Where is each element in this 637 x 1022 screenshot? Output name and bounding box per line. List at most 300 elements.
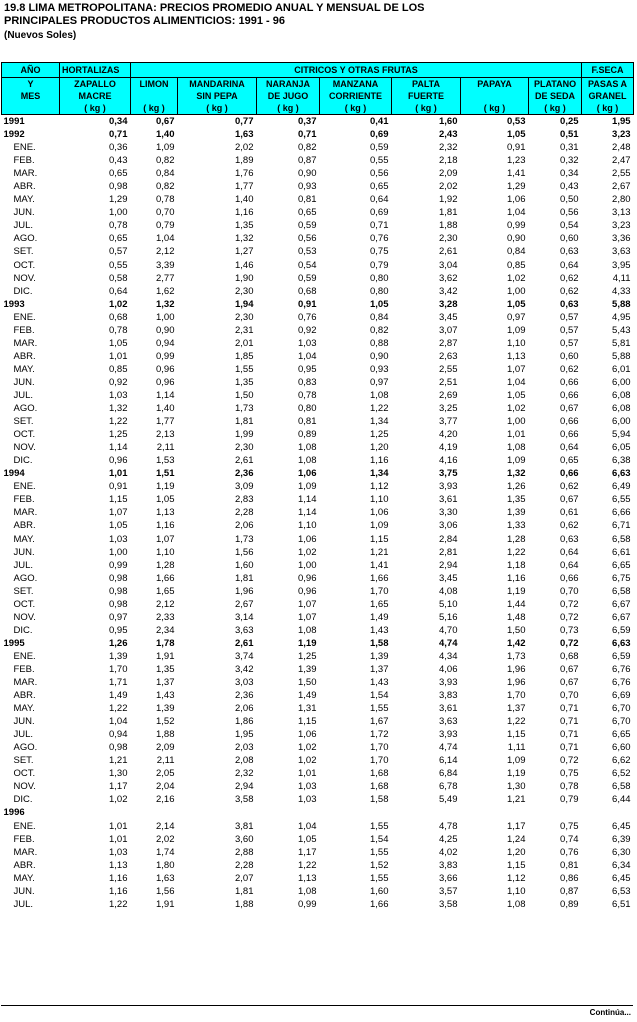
price-cell: 6,61 (612, 546, 631, 558)
month-row (2, 780, 634, 793)
row-label: DIC. (13, 794, 33, 806)
price-cell: 1,01 (298, 768, 317, 780)
price-cell: 1,54 (370, 690, 389, 702)
price-cell: 1,33 (507, 520, 526, 532)
price-cell: 1,12 (507, 872, 526, 884)
row-label: FEB. (13, 663, 35, 675)
price-cell: 6,59 (612, 650, 631, 662)
price-cell (178, 806, 257, 819)
price-cell: 1,66 (370, 898, 389, 910)
price-cell: 6,75 (612, 572, 631, 584)
row-label: JUN. (13, 546, 35, 558)
price-cell: 4,16 (439, 455, 458, 467)
price-cell: 0,71 (560, 742, 579, 754)
price-cell: 0,63 (560, 246, 579, 258)
price-cell: 1,04 (298, 820, 317, 832)
price-cell: 0,96 (298, 585, 317, 597)
month-row (2, 663, 634, 676)
column-header-line2 (131, 90, 178, 102)
price-cell: 2,28 (235, 507, 254, 519)
price-cell: 1,35 (235, 220, 254, 232)
month-row (2, 441, 634, 454)
price-cell: 2,87 (439, 337, 458, 349)
price-cell: 1,17 (298, 846, 317, 858)
price-cell: 0,79 (560, 794, 579, 806)
price-cell: 1,10 (507, 885, 526, 897)
price-cell: 2,02 (235, 142, 254, 154)
price-cell: 2,32 (235, 768, 254, 780)
price-cell: 1,09 (507, 324, 526, 336)
price-cell: 0,91 (507, 142, 526, 154)
price-cell: 2,67 (612, 181, 631, 193)
price-cell: 2,61 (235, 637, 254, 649)
price-cell: 2,36 (235, 690, 254, 702)
price-cell: 0,70 (156, 207, 175, 219)
price-cell: 1,95 (612, 116, 631, 127)
row-label: OCT. (13, 429, 36, 441)
price-cell: 2,94 (439, 559, 458, 571)
column-header-line2: CORRIENTE (320, 90, 392, 102)
price-cell: 1,04 (109, 716, 128, 728)
price-cell: 1,05 (507, 129, 526, 141)
price-cell: 1,26 (109, 637, 128, 649)
price-cell: 1,13 (156, 507, 175, 519)
price-cell: 0,90 (156, 324, 175, 336)
price-cell: 0,79 (370, 259, 389, 271)
price-cell: 1,06 (370, 507, 389, 519)
price-cell: 0,95 (109, 624, 128, 636)
price-cell: 1,81 (235, 416, 254, 428)
row-label: JUL. (13, 898, 34, 910)
price-cell: 0,63 (560, 533, 579, 545)
price-cell: 1,72 (370, 729, 389, 741)
price-cell: 1,51 (156, 468, 175, 480)
price-cell: 2,12 (156, 598, 175, 610)
price-cell: 1,17 (109, 781, 128, 793)
price-cell: 1,13 (109, 859, 128, 871)
price-cell: 6,63 (612, 468, 631, 480)
price-cell: 0,90 (370, 350, 389, 362)
price-cell: 0,53 (507, 116, 526, 127)
price-cell: 4,74 (439, 637, 458, 649)
price-cell: 0,90 (298, 168, 317, 180)
price-cell: 3,03 (235, 677, 254, 689)
price-cell: 6,51 (612, 898, 631, 910)
price-cell: 1,55 (370, 846, 389, 858)
price-cell: 1,22 (507, 716, 526, 728)
price-cell: 1,07 (298, 598, 317, 610)
row-label: DIC. (13, 624, 33, 636)
price-cell: 1,03 (109, 846, 128, 858)
price-cell: 0,77 (235, 116, 254, 127)
month-row (2, 572, 634, 585)
price-cell: 0,82 (156, 181, 175, 193)
price-cell: 0,67 (560, 663, 579, 675)
price-cell: 1,91 (156, 898, 175, 910)
price-cell: 1,52 (370, 859, 389, 871)
price-cell: 0,66 (560, 572, 579, 584)
table-body (2, 115, 634, 911)
price-cell: 5,94 (612, 429, 631, 441)
price-cell: 2,12 (156, 246, 175, 258)
price-cell: 1,04 (507, 207, 526, 219)
price-cell: 0,55 (370, 155, 389, 167)
price-cell: 2,83 (235, 494, 254, 506)
price-cell: 3,66 (439, 872, 458, 884)
price-cell: 1,16 (156, 520, 175, 532)
price-cell: 1,05 (298, 833, 317, 845)
price-cell: 0,84 (507, 246, 526, 258)
row-label: MAR. (13, 337, 38, 349)
price-cell: 6,59 (612, 624, 631, 636)
price-cell: 1,60 (235, 559, 254, 571)
price-cell: 6,39 (612, 833, 631, 845)
price-cell: 1,00 (298, 559, 317, 571)
price-cell: 0,59 (298, 220, 317, 232)
price-cell: 0,66 (560, 416, 579, 428)
row-label: MAR. (13, 507, 38, 519)
price-cell: 6,30 (612, 846, 631, 858)
price-cell: 1,49 (298, 690, 317, 702)
price-cell: 1,30 (109, 768, 128, 780)
month-row (2, 624, 634, 637)
price-cell: 0,72 (560, 637, 579, 649)
price-cell: 1,29 (109, 194, 128, 206)
price-cell: 1,02 (298, 546, 317, 558)
month-row (2, 650, 634, 663)
price-cell: 6,62 (612, 755, 631, 767)
price-cell: 1,25 (370, 429, 389, 441)
price-cell: 0,99 (109, 559, 128, 571)
price-cell: 2,48 (612, 142, 631, 154)
price-cell: 1,43 (370, 677, 389, 689)
price-cell: 3,23 (612, 129, 631, 141)
row-label: MAY. (13, 194, 35, 206)
price-cell: 1,88 (156, 729, 175, 741)
price-cell: 0,99 (156, 350, 175, 362)
price-cell: 1,20 (370, 442, 389, 454)
price-cell: 1,39 (507, 507, 526, 519)
price-cell: 2,31 (235, 324, 254, 336)
price-cell: 0,66 (560, 389, 579, 401)
row-label: MAR. (13, 846, 38, 858)
price-cell: 1,04 (156, 233, 175, 245)
row-label: MAY. (13, 872, 35, 884)
price-cell: 1,99 (235, 429, 254, 441)
price-cell: 1,32 (235, 233, 254, 245)
price-cell: 0,78 (109, 220, 128, 232)
price-cell: 1,22 (370, 403, 389, 415)
price-cell: 1,81 (235, 572, 254, 584)
month-row (2, 872, 634, 885)
price-cell: 0,67 (560, 677, 579, 689)
price-cell: 1,12 (370, 481, 389, 493)
month-row (2, 180, 634, 193)
price-cell: 6,45 (612, 872, 631, 884)
price-cell: 5,88 (612, 350, 631, 362)
price-cell: 3,13 (612, 207, 631, 219)
price-cell: 0,91 (298, 298, 317, 310)
price-cell: 1,67 (370, 716, 389, 728)
price-cell: 6,58 (612, 585, 631, 597)
price-cell: 6,63 (612, 637, 631, 649)
price-cell: 1,53 (156, 455, 175, 467)
price-cell: 2,84 (439, 533, 458, 545)
price-cell: 0,64 (560, 442, 579, 454)
price-cell: 0,79 (156, 220, 175, 232)
price-cell: 1,10 (370, 494, 389, 506)
price-cell: 1,19 (298, 637, 317, 649)
price-cell: 1,16 (507, 572, 526, 584)
month-row (2, 715, 634, 728)
price-cell: 6,53 (612, 885, 631, 897)
price-cell: 1,16 (235, 207, 254, 219)
price-cell: 0,64 (560, 546, 579, 558)
price-cell: 6,00 (612, 376, 631, 388)
price-cell: 1,29 (507, 181, 526, 193)
row-label: NOV. (13, 442, 36, 454)
price-cell: 6,49 (612, 481, 631, 493)
price-cell: 1,88 (439, 220, 458, 232)
price-cell: 5,10 (439, 598, 458, 610)
price-cell: 2,55 (612, 168, 631, 180)
price-cell: 0,72 (560, 755, 579, 767)
price-cell: 2,14 (156, 820, 175, 832)
row-label: JUN. (13, 376, 35, 388)
price-cell: 1,52 (156, 716, 175, 728)
price-cell: 0,62 (560, 363, 579, 375)
month-row (2, 767, 634, 780)
price-cell: 1,63 (235, 129, 254, 141)
price-cell: 1,09 (370, 520, 389, 532)
column-header-unit: ( kg ) (178, 102, 257, 115)
price-cell: 1,03 (298, 781, 317, 793)
column-header-unit: ( kg ) (131, 102, 178, 115)
price-cell: 1,11 (507, 742, 526, 754)
price-cell: 1,63 (156, 872, 175, 884)
month-row (2, 585, 634, 598)
row-label: FEB. (13, 833, 35, 845)
price-cell: 6,14 (439, 755, 458, 767)
price-cell: 1,92 (439, 194, 458, 206)
price-cell: 3,93 (439, 677, 458, 689)
price-cell: 0,82 (156, 155, 175, 167)
price-cell: 1,14 (109, 442, 128, 454)
price-cell: 3,83 (439, 859, 458, 871)
price-cell: 0,94 (109, 729, 128, 741)
price-cell: 0,78 (560, 781, 579, 793)
price-cell: 2,61 (439, 246, 458, 258)
price-table (1, 62, 634, 911)
month-row (2, 389, 634, 402)
price-cell: 6,69 (612, 690, 631, 702)
column-header-unit: ( kg ) (461, 102, 529, 115)
row-label: 1993 (3, 298, 25, 310)
price-cell: 1,73 (235, 403, 254, 415)
price-cell: 3,42 (439, 285, 458, 297)
row-label: SET. (13, 755, 34, 767)
price-cell: 1,43 (156, 690, 175, 702)
price-cell: 1,40 (156, 403, 175, 415)
price-cell: 0,57 (560, 337, 579, 349)
price-cell: 4,08 (439, 585, 458, 597)
price-cell: 4,78 (439, 820, 458, 832)
price-cell: 0,74 (560, 833, 579, 845)
price-cell: 1,90 (235, 272, 254, 284)
price-cell: 1,01 (109, 820, 128, 832)
price-cell: 1,39 (370, 650, 389, 662)
column-header-unit: ( kg ) (320, 102, 392, 115)
month-row (2, 728, 634, 741)
price-cell: 1,09 (507, 455, 526, 467)
price-cell: 1,14 (298, 494, 317, 506)
price-cell: 1,40 (156, 129, 175, 141)
price-cell: 0,83 (298, 376, 317, 388)
price-cell: 2,69 (439, 389, 458, 401)
row-label: 1996 (3, 807, 25, 819)
price-cell: 3,23 (612, 220, 631, 232)
price-cell: 1,22 (109, 898, 128, 910)
price-cell: 1,19 (507, 768, 526, 780)
month-row (2, 898, 634, 911)
price-cell: 0,54 (560, 220, 579, 232)
price-cell: 6,76 (612, 663, 631, 675)
month-row (2, 559, 634, 572)
price-cell (320, 806, 392, 819)
row-label: MAY. (13, 363, 35, 375)
price-cell: 1,15 (370, 533, 389, 545)
price-cell: 6,08 (612, 389, 631, 401)
month-row (2, 219, 634, 232)
price-cell: 2,09 (156, 742, 175, 754)
price-cell: 0,57 (560, 311, 579, 323)
price-cell: 6,00 (612, 416, 631, 428)
row-label: ABR. (13, 520, 36, 532)
price-cell: 0,65 (298, 207, 317, 219)
price-cell: 0,75 (370, 246, 389, 258)
price-cell: 6,70 (612, 716, 631, 728)
price-cell: 1,16 (109, 872, 128, 884)
price-cell: 1,07 (109, 507, 128, 519)
year-row (2, 806, 634, 819)
row-label: OCT. (13, 598, 36, 610)
price-cell: 0,67 (156, 116, 175, 127)
price-cell: 1,31 (298, 703, 317, 715)
price-cell: 0,90 (507, 233, 526, 245)
price-cell: 0,76 (298, 311, 317, 323)
price-cell: 1,42 (507, 637, 526, 649)
price-cell: 1,81 (439, 207, 458, 219)
price-cell: 1,70 (370, 742, 389, 754)
price-cell: 2,34 (156, 624, 175, 636)
price-cell: 0,84 (156, 168, 175, 180)
price-cell: 1,56 (235, 546, 254, 558)
table-title (4, 2, 425, 28)
column-header-unit: ( kg ) (529, 102, 582, 115)
price-cell: 3,83 (439, 690, 458, 702)
price-cell: 1,62 (156, 285, 175, 297)
month-row (2, 480, 634, 493)
price-cell: 0,65 (370, 181, 389, 193)
price-cell: 1,23 (507, 155, 526, 167)
price-cell: 0,86 (560, 872, 579, 884)
row-label: JUN. (13, 716, 35, 728)
price-cell: 1,06 (507, 194, 526, 206)
price-cell: 1,18 (507, 559, 526, 571)
price-cell: 0,65 (560, 455, 579, 467)
price-cell: 1,70 (370, 755, 389, 767)
price-cell: 1,94 (235, 298, 254, 310)
row-label: JUN. (13, 885, 35, 897)
price-cell: 4,20 (439, 429, 458, 441)
price-cell: 2,30 (235, 311, 254, 323)
price-cell: 1,73 (235, 533, 254, 545)
price-cell: 3,81 (235, 820, 254, 832)
price-cell: 0,89 (560, 898, 579, 910)
price-cell: 1,00 (109, 546, 128, 558)
month-row (2, 350, 634, 363)
price-cell: 5,16 (439, 611, 458, 623)
price-cell: 1,37 (370, 663, 389, 675)
price-cell: 1,17 (507, 820, 526, 832)
price-cell: 6,76 (612, 677, 631, 689)
price-cell: 2,01 (235, 337, 254, 349)
price-cell: 1,00 (109, 207, 128, 219)
price-cell: 0,25 (560, 116, 579, 127)
price-cell: 1,39 (109, 650, 128, 662)
price-cell: 1,08 (298, 624, 317, 636)
price-cell: 1,34 (370, 468, 389, 480)
price-cell: 3,07 (439, 324, 458, 336)
price-cell: 1,08 (370, 389, 389, 401)
price-cell: 3,60 (235, 833, 254, 845)
price-cell: 1,19 (156, 481, 175, 493)
price-cell: 6,05 (612, 442, 631, 454)
price-cell: 3,45 (439, 572, 458, 584)
month-row (2, 885, 634, 898)
price-cell: 0,98 (109, 572, 128, 584)
price-cell: 0,36 (109, 142, 128, 154)
price-cell: 1,02 (507, 272, 526, 284)
price-cell: 1,05 (370, 298, 389, 310)
month-row (2, 859, 634, 872)
column-header-line1: NARANJA (257, 78, 320, 91)
price-cell: 1,32 (109, 403, 128, 415)
month-row (2, 167, 634, 180)
month-row (2, 363, 634, 376)
price-cell: 0,98 (109, 598, 128, 610)
price-cell: 0,34 (560, 168, 579, 180)
price-cell: 1,95 (235, 729, 254, 741)
price-cell (582, 806, 634, 819)
price-cell: 1,01 (109, 833, 128, 845)
price-cell: 6,84 (439, 768, 458, 780)
price-cell: 0,81 (298, 416, 317, 428)
price-cell: 6,67 (612, 598, 631, 610)
price-cell: 3,28 (439, 298, 458, 310)
price-cell: 0,68 (298, 285, 317, 297)
price-cell: 2,30 (439, 233, 458, 245)
price-cell: 2,63 (439, 350, 458, 362)
table-header (2, 63, 634, 115)
column-header-unit: ( kg ) (392, 102, 461, 115)
price-cell (60, 806, 131, 819)
price-cell: 0,97 (370, 376, 389, 388)
price-cell: 1,08 (298, 442, 317, 454)
month-row (2, 689, 634, 702)
price-cell: 0,78 (109, 324, 128, 336)
price-cell: 0,69 (370, 129, 389, 141)
